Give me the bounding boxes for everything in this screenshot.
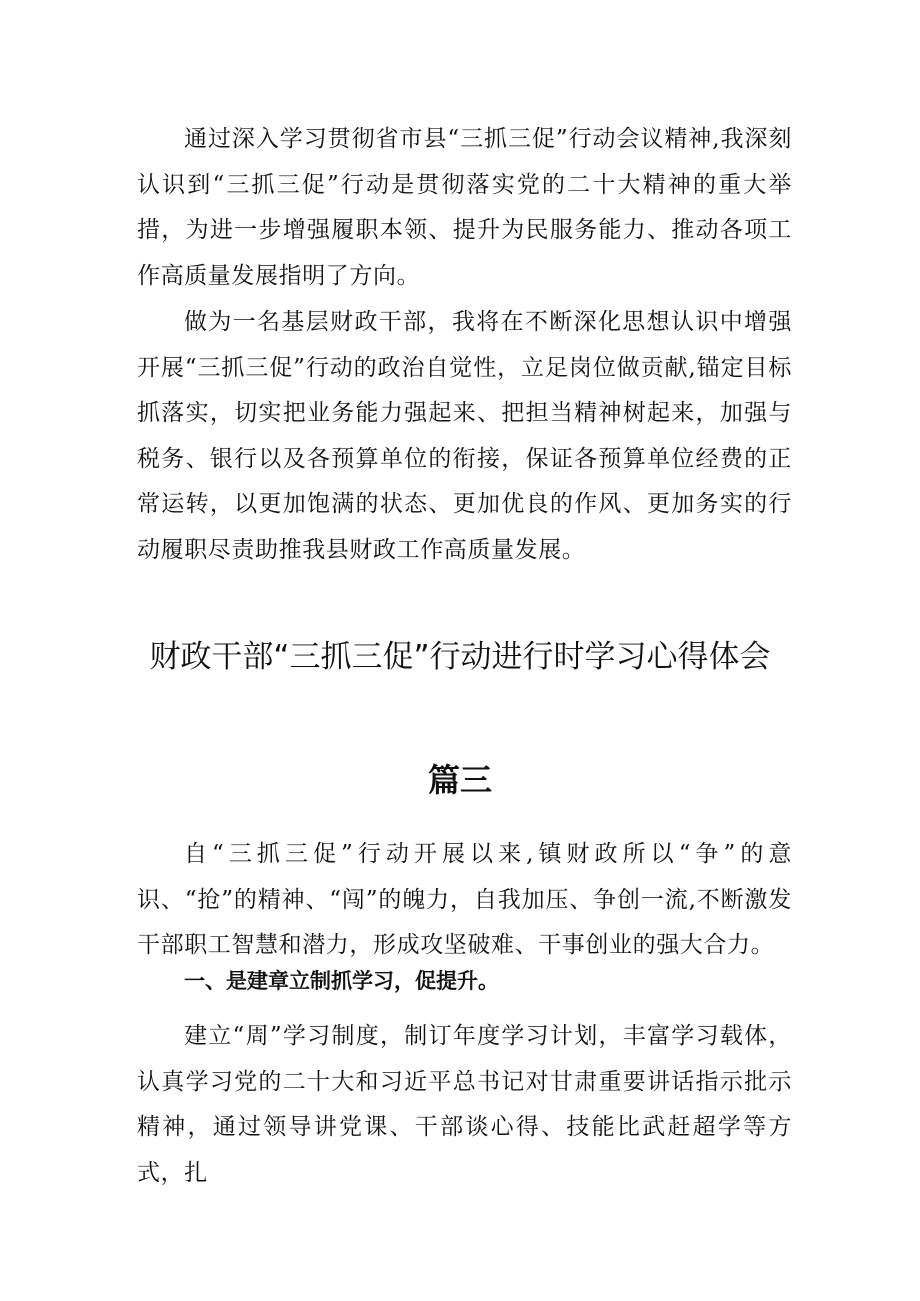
section-body-paragraph: 建立“周”学习制度，制订年度学习计划，丰富学习载体，认真学习党的二十大和习近平总书记对甘肃重要讲话指示批示精神，通过领导讲党课、干部谈心得、技能比武赶超学等方式，扎: [137, 1023, 792, 1186]
section-heading-1: 一、是建章立制抓学习，促提升。: [184, 969, 499, 993]
body-paragraph-2: 做为一名基层财政干部，我将在不断深化思想认识中增强开展“三抓三促”行动的政治自觉性，立足岗位做贡献,锚定目标抓落实，切实把业务能力强起来、把担当精神树起来，加强与税务、银行以及各预算单位的衔接，保证各预算单位经费的正常运转，以更加饱满的状态、更加优良的作风、更加务实的行动履职尽责助推我县财政工作高质量发展。: [137, 309, 792, 563]
intro-paragraph: 自“三抓三促”行动开展以来,镇财政所以“争”的意识、“抢”的精神、“闯”的魄力，自我加压、争创一流,不断激发干部职工智慧和潜力，形成攻坚破难、干事创业的强大合力。: [137, 841, 792, 958]
body-paragraph-1: 通过深入学习贯彻省市县“三抓三促”行动会议精神,我深刻认识到“三抓三促”行动是贯彻落实党的二十大精神的重大举措，为进一步增强履职本领、提升为民服务能力、推动各项工作高质量发展指明了方向。: [137, 126, 792, 289]
document-subtitle: 篇三: [427, 761, 492, 799]
document-title: 财政干部“三抓三促”行动进行时学习心得体会: [149, 639, 771, 675]
